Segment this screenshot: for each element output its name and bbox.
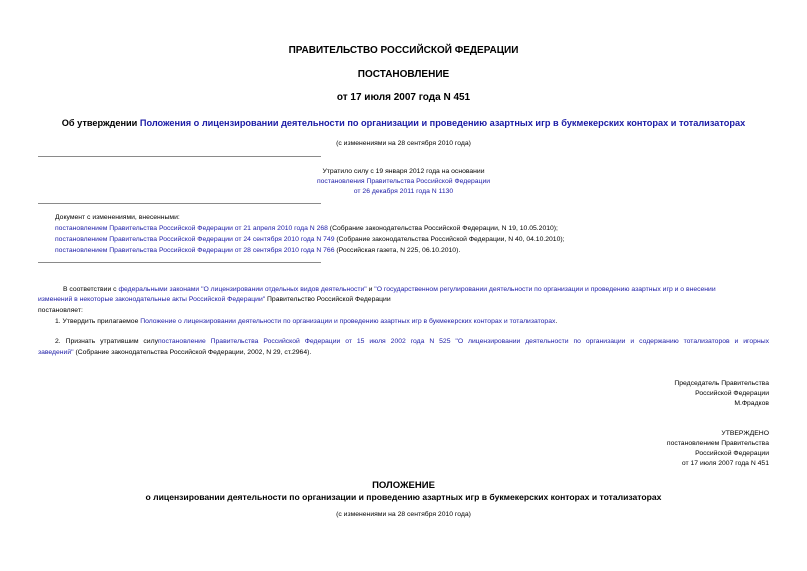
amendment-source: (Собрание законодательства Российской Федерации, N 40, 04.10.2010); [334, 236, 565, 243]
expired-link-line2[interactable]: от 26 декабря 2011 года N 1130 [353, 188, 454, 195]
amendments-intro: Документ с изменениями, внесенными: [55, 214, 180, 221]
regulation-title: ПОЛОЖЕНИЕ [372, 480, 435, 491]
approved-date: от 17 июля 2007 года N 451 [681, 460, 769, 467]
amendment-source: (Российская газета, N 225, 06.10.2010). [334, 247, 461, 254]
preamble-line2: изменений в некоторые законодательные акты Российской Федерации" Правительство Российской Федерации [38, 296, 391, 303]
regulation-subtitle: о лицензировании деятельности по организации и проведению азартных игр в букмекерских конторах и тотализаторах [145, 492, 662, 502]
regulation-link[interactable]: Положение о лицензировании деятельности по организации и проведению азартных игр в букмекерских конторах и тотализаторах [140, 318, 556, 325]
regulation-changes-note: (с изменениями на 28 сентября 2010 года) [336, 511, 471, 518]
divider [38, 156, 321, 157]
government-name: ПРАВИТЕЛЬСТВО РОССИЙСКОЙ ФЕДЕРАЦИИ [288, 45, 519, 56]
preamble-line1: В соответствии с федеральными законами "О лицензировании отдельных видов деятельности" и "О государственном регулировании деятельности по организации и проведению азартных игр и о внесении [63, 286, 716, 293]
amendment-item [55, 235, 565, 245]
expired-link-line1[interactable]: постановления Правительства Российской Федерации [316, 178, 491, 185]
approved-block [667, 429, 769, 469]
signature-country: Российской Федерации [695, 390, 769, 397]
item-1: 1. Утвердить прилагаемое Положение о лицензировании деятельности по организации и проведению азартных игр в букмекерских конторах и тотализаторах. [55, 318, 558, 325]
gambling-law-link[interactable]: "О государственном регулировании деятельности по организации и проведению азартных игр и о внесении [374, 286, 716, 293]
title-prefix: Об утверждении [61, 118, 140, 128]
signature-block [674, 379, 769, 409]
divider [38, 203, 321, 204]
gambling-law-link-cont[interactable]: изменений в некоторые законодательные акты Российской Федерации" [38, 296, 266, 303]
changes-note: (с изменениями на 28 сентября 2010 года) [336, 140, 471, 147]
signature-name: М.Фрадков [734, 400, 769, 407]
decree-word: постановляет: [38, 307, 83, 314]
item-2-line2: заведений" (Собрание законодательства Российской Федерации, 2002, N 29, ст.2964). [38, 349, 312, 356]
amendment-item [55, 246, 460, 256]
amendment-link[interactable]: постановлением Правительства Российской Федерации от 28 сентября 2010 года N 766 [55, 247, 335, 254]
document-date-number: от 17 июля 2007 года N 451 [336, 92, 471, 103]
amendment-link[interactable]: постановлением Правительства Российской Федерации от 24 сентября 2010 года N 749 [55, 236, 335, 243]
title-link[interactable]: Положения о лицензировании деятельности по организации и проведению азартных игр в букмекерских конторах и тотализаторах [139, 118, 746, 128]
document-type: ПОСТАНОВЛЕНИЕ [357, 69, 450, 80]
signature-title: Председатель Правительства [674, 380, 769, 387]
repealed-decree-link-cont[interactable]: заведений" [38, 349, 74, 356]
amendment-link[interactable]: постановлением Правительства Российской Федерации от 21 апреля 2010 года N 268 [55, 225, 328, 232]
amendment-source: (Собрание законодательства Российской Федерации, N 19, 10.05.2010); [327, 225, 558, 232]
approved-country: Российской Федерации [695, 450, 769, 457]
federal-law-link[interactable]: федеральными законами "О лицензировании отдельных видов деятельности" [118, 286, 367, 293]
repealed-decree-link[interactable]: постановление Правительства Российской Федерации от 15 июля 2002 года N 525 "О лицензировании деятельности по организации и содержанию тотализаторов и игорных [157, 338, 769, 345]
item-2-line1: 2. Признать утратившим силупостановление Правительства Российской Федерации от 15 июля 2002 года N 525 "О лицензировании деятельности по организации и содержанию тотализаторов и игорных [55, 338, 769, 345]
approved-by: постановлением Правительства [666, 440, 769, 447]
document-title [0, 118, 807, 128]
approved-label: УТВЕРЖДЕНО [721, 430, 769, 437]
divider [38, 262, 321, 263]
amendment-item [55, 224, 558, 234]
expired-note: Утратило силу с 19 января 2012 года на основании [322, 168, 485, 175]
